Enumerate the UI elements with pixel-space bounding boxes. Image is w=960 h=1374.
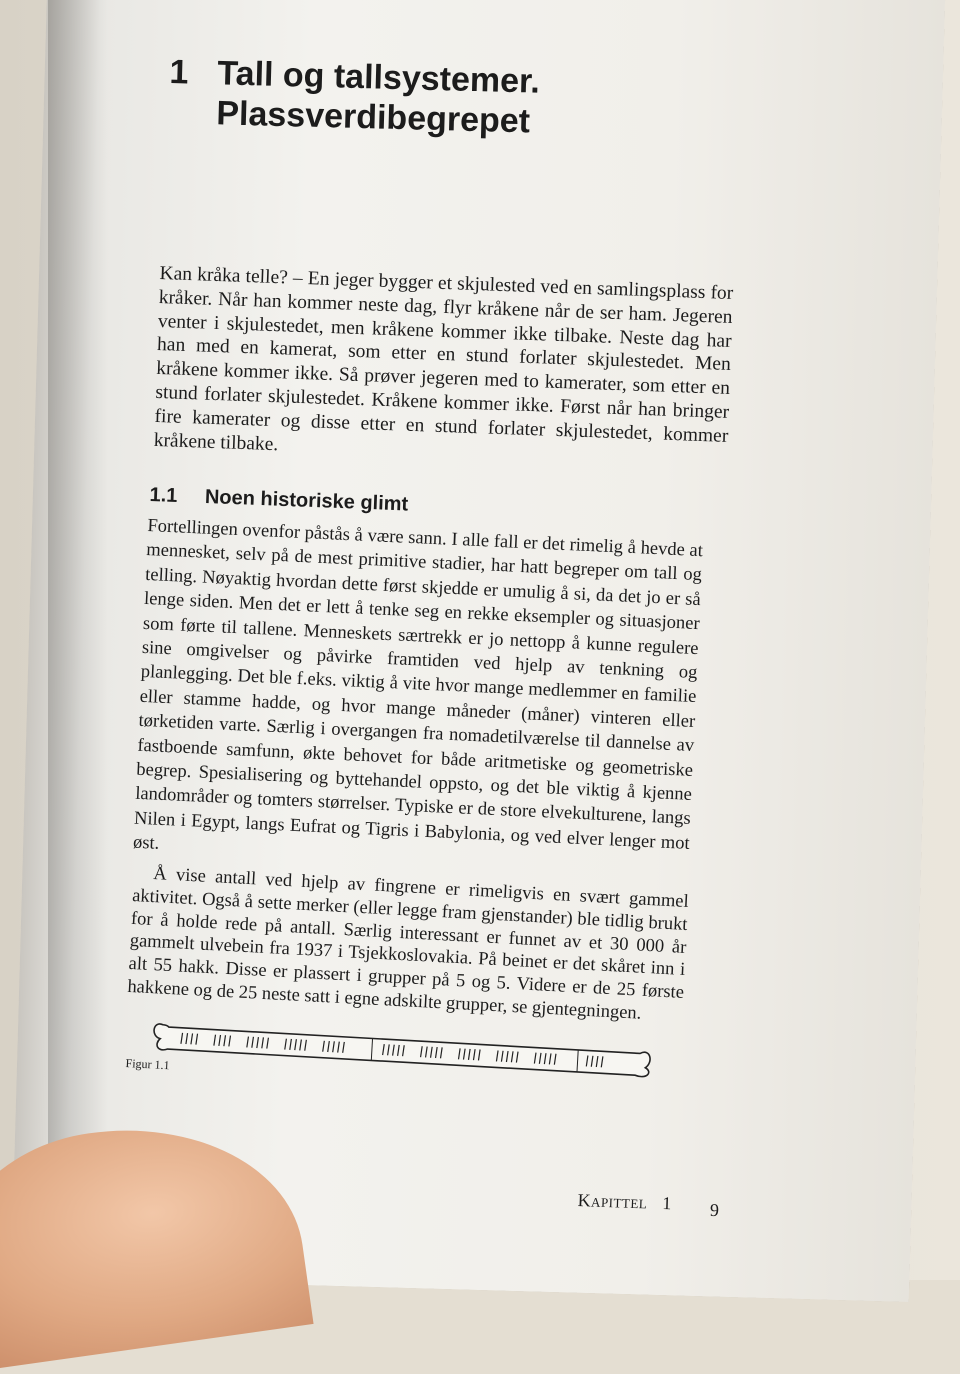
page-number: 9 [709,1199,720,1221]
footer-chapter-label: Kapittel [577,1190,648,1213]
chapter-number: 1 [168,52,189,92]
body-paragraph-2: Å vise antall ved hjelp av fingrene er rimeligvis en svært gammel aktivitet. Også å sette merker (eller legge fram gjenstander) ble tidlig brukt for å holde rede på antall. Særlig interessant er funnet av et 30 000 år gammelt ulvebein fra 1937 i Tsjekkoslovakia. På beinet er det skåret inn i alt 55 hakk. Disse er plassert i grupper på 5 og 5. Videre er de 25 første hakkene og de 25 neste satt i egne adskilte grupper, se gjentegningen. [126,864,690,1024]
chapter-title-line-2: Plassverdibegrepet [215,94,531,141]
chapter-title-line-1: Tall og tallsystemer. [216,54,541,101]
running-footer [577,1190,672,1214]
footer-chapter-number: 1 [661,1192,673,1214]
figure-label: Figur 1.1 [125,1056,170,1073]
body-paragraph-1: Fortellingen ovenfor påstås å være sann. I alle fall er det rimelig å hevde at mennesket, selv på de mest primitive stadier, har hatt begreper om tall og telling. Nøyaktig hvordan dette først skjedde er umulig å si, da det jo er så lenge siden. Men det er lett å tenke seg en rekke eksempler og situasjoner som førte til tallene. Menneskets særtrekk er jo nettopp å kunne regulere sine omgivelser og påvirke framtiden ved hjelp av tenkning og planlegging. Det ble f.eks. viktig å vite hvor mange medlemmer en familie eller stamme hadde, og hvor mange måneder (måner) vinteren eller tørketiden varte. Særlig i overgangen fra nomadetilværelse til dannelse av fastboende samfunn, økte behovet for både aritmetiske og geometriske begrep. Spesialisering og byttehandel oppsto, og det ble viktig å kjenne landområder og tomters størrelser. Typiske er de store elvekulturene, langs Nilen i Egypt, langs Eufrat og Tigris i Babylonia, og ved elver lenger mot øst. [132,515,704,855]
intro-paragraph: Kan kråka telle? – En jeger bygger et skjulested ved en samlingsplass for kråker. Når han kommer neste dag, flyr kråkene når de ser ham. Jegeren venter i skjulestedet, men kråkene kommer ikke tilbake. Neste dag har han med en kamerat, som etter en stund forlater skjulestedet. Men kråkene kommer ikke. Så prøver jegeren med to kamerater, som etter en stund forlater skjulestedet. Kråkene kommer ikke. Først når han bringer fire kamerater og disse etter en stund forlater skjulestedet, kommer kråkene tilbake. [153,262,734,455]
bone-outline [153,1024,650,1077]
section-number: 1.1 [149,484,178,508]
section-title: Noen historiske glimt [204,486,409,516]
